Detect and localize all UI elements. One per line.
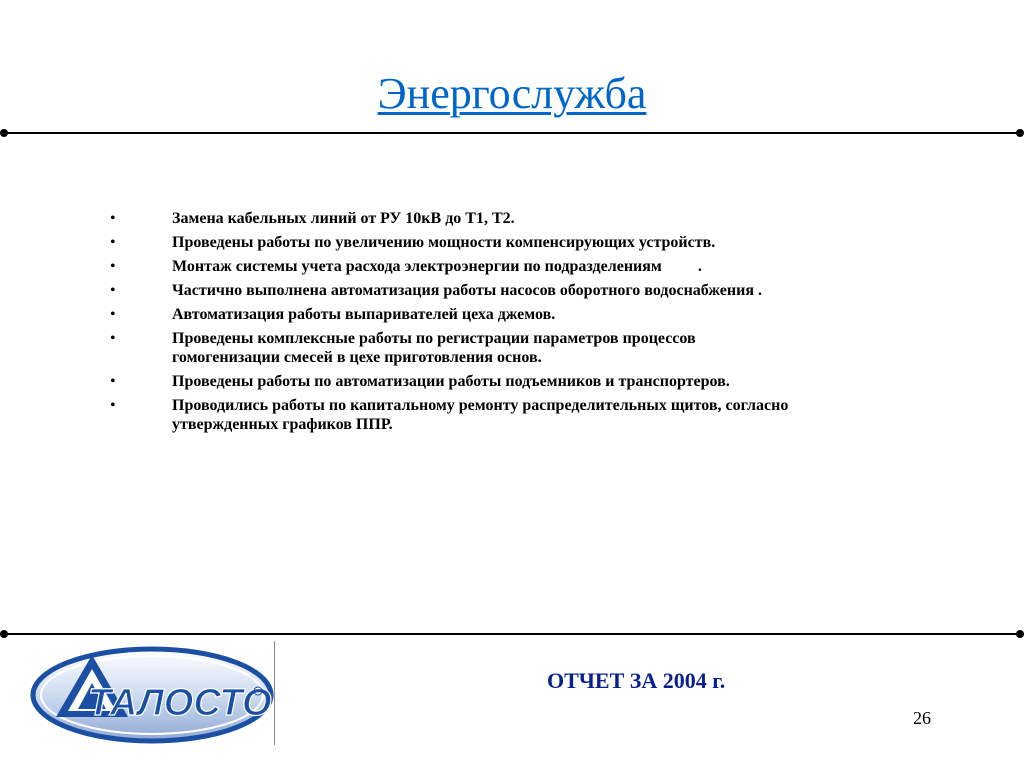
slide-title: Энергослужба (377, 69, 647, 118)
logo-divider (274, 641, 275, 745)
list-item: • Монтаж системы учета расхода электроэнергии по подразделениям . (110, 258, 702, 275)
bottom-divider (3, 633, 1021, 635)
bullet-list (110, 209, 930, 439)
top-divider (3, 132, 1021, 134)
report-label: ОТЧЕТ ЗА 2004 г. (547, 668, 726, 693)
list-item: • Проводились работы по капитальному ремонту распределительных щитов, согласно утвержденных графиков ППР. (110, 397, 789, 433)
list-item: • Проведены комплексные работы по регистрации параметров процессов гомогенизации смесей в цехе приготовления основ. (110, 330, 696, 366)
list-item: • Проведены работы по увеличению мощности компенсирующих устройств. (110, 234, 716, 251)
list-item: • Проведены работы по автоматизации работы подъемников и транспортеров. (110, 373, 730, 390)
page-number: 26 (913, 708, 931, 728)
list-item: • Автоматизация работы выпаривателей цеха джемов. (110, 306, 556, 323)
list-item: • Частично выполнена автоматизация работы насосов оборотного водоснабжения . (110, 282, 762, 299)
list-item: • Замена кабельных линий от РУ 10кВ до Т1, Т2. (110, 210, 515, 227)
company-logo (28, 641, 276, 745)
logo-text: ТАЛОСТО (88, 682, 272, 724)
